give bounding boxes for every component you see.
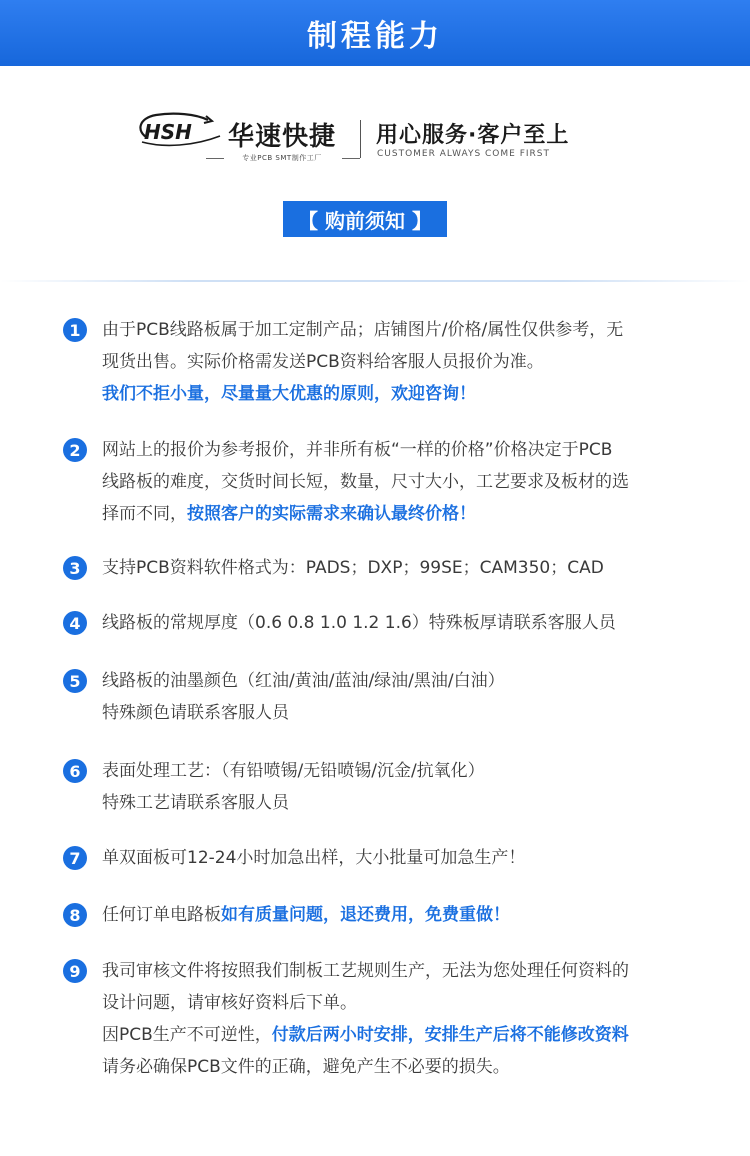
item-text-line — [102, 955, 702, 987]
item-text-line — [102, 787, 702, 819]
item-text-line — [102, 498, 702, 530]
body-text: 设计问题，请审核好资料后下单。 — [102, 993, 357, 1013]
item-text-line — [102, 842, 702, 874]
body-text: 任何订单电路板 — [102, 905, 221, 925]
highlight-text: 按照客户的实际需求来确认最终价格！ — [187, 504, 476, 524]
page-header — [0, 0, 750, 66]
body-text: 特殊工艺请联系客服人员 — [102, 793, 289, 813]
item-number-badge: 4 — [63, 611, 87, 635]
item-text-line — [102, 987, 702, 1019]
logo-mark-text: HSH — [144, 120, 192, 144]
slogan-english: CUSTOMER ALWAYS COME FIRST — [377, 149, 550, 159]
item-number-badge: 8 — [63, 903, 87, 927]
brand-name: 华速快捷 — [228, 122, 337, 152]
body-text: 特殊颜色请联系客服人员 — [102, 703, 289, 723]
divider — [360, 120, 361, 158]
item-number-badge: 2 — [63, 438, 87, 462]
body-text: 表面处理工艺：（有铅喷锡/无铅喷锡/沉金/抗氧化） — [102, 761, 485, 781]
item-text-line — [102, 314, 702, 346]
highlight-text: 付款后两小时安排，安排生产后将不能修改资料 — [271, 1025, 629, 1045]
body-text: 线路板的难度，交货时间长短，数量，尺寸大小，工艺要求及板材的选 — [102, 472, 629, 492]
item-text-line — [102, 466, 702, 498]
body-text: 支持PCB资料软件格式为：PADS；DXP；99SE；CAM350；CAD — [102, 558, 604, 578]
logo-banner — [0, 106, 750, 166]
item-number-badge: 9 — [63, 959, 87, 983]
item-number-badge: 1 — [63, 318, 87, 342]
body-text: 请务必确保PCB文件的正确，避免产生不必要的损失。 — [102, 1057, 510, 1077]
body-text: 单双面板可12-24小时加急出样，大小批量可加急生产！ — [102, 848, 526, 868]
notice-heading: 【 购前须知 】 — [283, 201, 447, 237]
body-text: 现货出售。实际价格需发送PCB资料给客服人员报价为准。 — [102, 352, 544, 372]
item-number-badge: 3 — [63, 556, 87, 580]
item-number-badge: 6 — [63, 759, 87, 783]
body-text: 网站上的报价为参考报价，并非所有板“一样的价格”价格决定于PCB — [102, 440, 613, 460]
item-text-line — [102, 346, 702, 378]
item-number-badge: 5 — [63, 669, 87, 693]
divider — [342, 158, 360, 159]
highlight-text: 我们不拒小量，尽量量大优惠的原则，欢迎咨询！ — [102, 384, 476, 404]
item-text-line — [102, 697, 702, 729]
item-text-line — [102, 378, 702, 410]
item-text-line — [102, 552, 702, 584]
item-text-line — [102, 434, 702, 466]
item-text-line — [102, 1051, 702, 1083]
brand-tagline: 专业PCB SMT制作工厂 — [242, 154, 322, 162]
item-text-line — [102, 755, 702, 787]
item-number-badge: 7 — [63, 846, 87, 870]
item-text-line — [102, 899, 702, 931]
item-text-line — [102, 1019, 702, 1051]
slogan: 用心服务·客户至上 — [376, 123, 570, 148]
item-text-line — [102, 665, 702, 697]
body-text: 因PCB生产不可逆性， — [102, 1025, 272, 1045]
body-text: 择而不同， — [102, 504, 187, 524]
highlight-text: 如有质量问题，退还费用，免费重做！ — [221, 905, 510, 925]
body-text: 线路板的常规厚度（0.6 0.8 1.0 1.2 1.6）特殊板厚请联系客服人员 — [102, 613, 616, 633]
body-text: 线路板的油墨颜色（红油/黄油/蓝油/绿油/黑油/白油） — [102, 671, 505, 691]
body-text: 由于PCB线路板属于加工定制产品；店铺图片/价格/属性仅供参考，无 — [102, 320, 624, 340]
item-text-line — [102, 607, 702, 639]
divider — [0, 280, 750, 282]
page-title: 制程能力 — [307, 19, 443, 54]
body-text: 我司审核文件将按照我们制板工艺规则生产，无法为您处理任何资料的 — [102, 961, 629, 981]
hsh-logo-icon — [134, 110, 234, 150]
